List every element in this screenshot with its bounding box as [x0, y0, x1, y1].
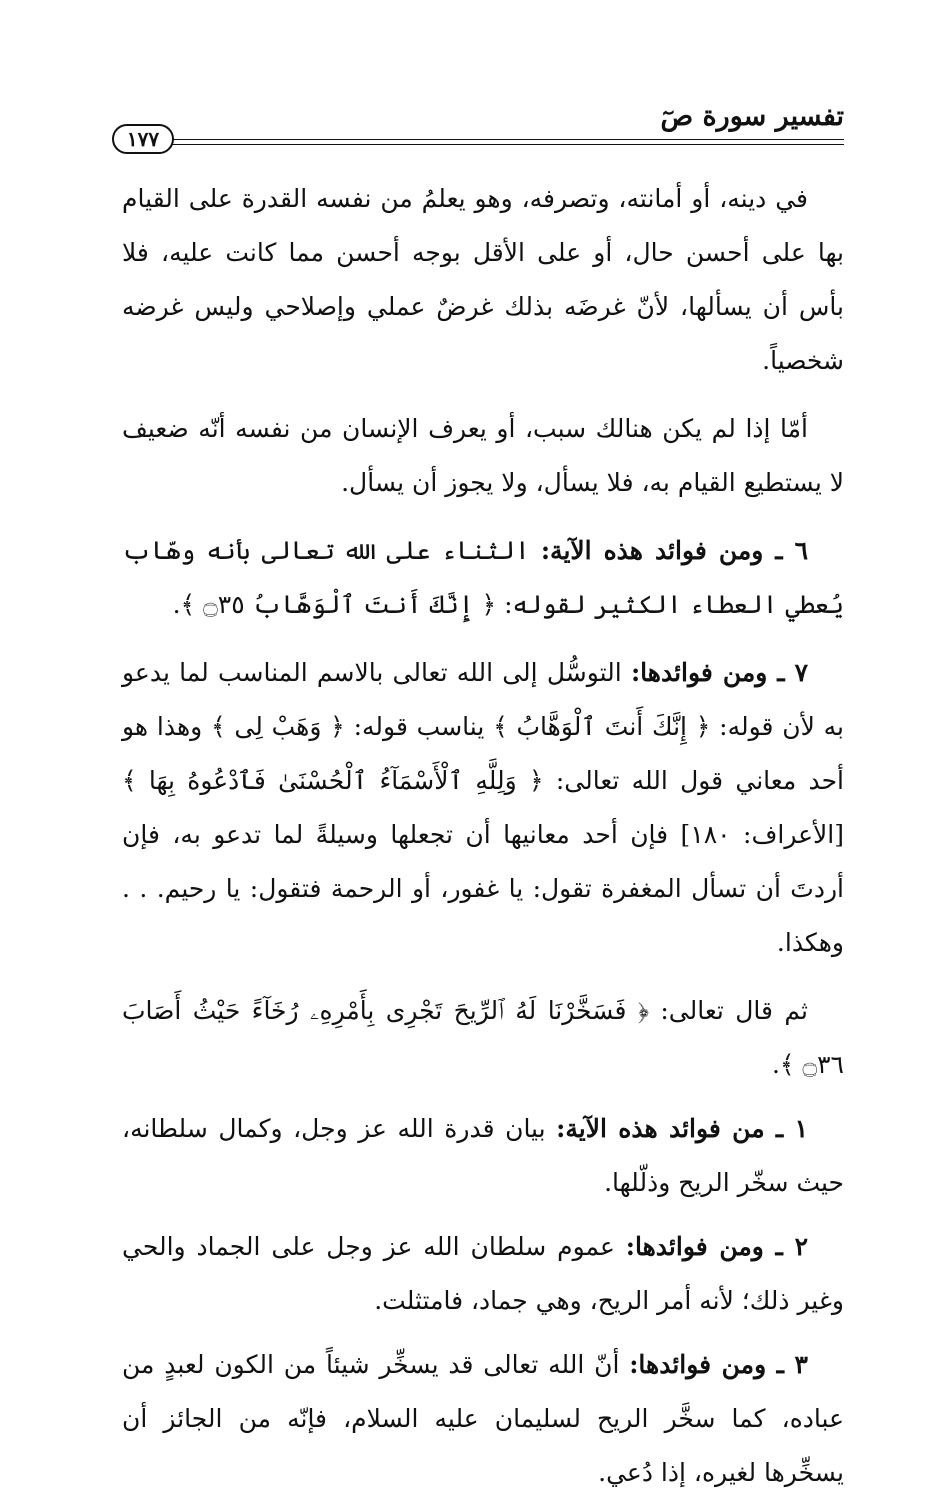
header-rule: [162, 139, 844, 140]
paragraph-lead: ٣ ـ ومن فوائدها:: [629, 1350, 808, 1379]
paragraph-lead: ٢ ـ ومن فوائدها:: [625, 1232, 808, 1261]
paragraph-5: ثم قال تعالى: ﴿ فَسَخَّرْنَا لَهُ ٱلرِّيحَ تَجْرِى بِأَمْرِهِۦ رُخَآءً حَيْثُ أَصَابَ ۝٣٦ ﴾.: [122, 996, 844, 1079]
header-rule-thin: [162, 144, 844, 145]
paragraph-8: ٣ ـ ومن فوائدها: أنّ الله تعالى قد يسخِّر شيئاً من الكون لعبدٍ من عباده، كما سخَّر الريح لسليمان عليه السلام، فإنّه من الجائز أن يسخِّرها لغيره، إذا دُعي.: [122, 1350, 844, 1487]
paragraph-3: ٦ ـ ومن فوائد هذه الآية: الثناء على الله تعالى بأنه وهّاب يُعطي العطاء الكثير لقوله: ﴿ إِنَّكَ أَنتَ ٱلْوَهَّابُ ۝٣٥ ﴾.: [122, 536, 844, 619]
paragraph-lead: ٧ ـ ومن فوائدها:: [630, 658, 808, 687]
paragraph-6: ١ ـ من فوائد هذه الآية: بيان قدرة الله عز وجل، وكمال سلطانه، حيث سخّر الريح وذلّلها.: [122, 1114, 844, 1197]
running-header: [112, 100, 844, 160]
paragraph-lead: ٦ ـ ومن فوائد هذه الآية:: [540, 536, 808, 565]
paragraph-lead: ١ ـ من فوائد هذه الآية:: [556, 1114, 808, 1143]
paragraph-4: ٧ ـ ومن فوائدها: التوسُّل إلى الله تعالى بالاسم المناسب لما يدعو به لأن قوله: ﴿ إِنَّكَ أَنتَ ٱلْوَهَّابُ ﴾ يناسب قوله: ﴿ وَهَبْ لِى ﴾ وهذا هو أحد معاني قول الله تعالى: ﴿ وَلِلَّهِ ٱلْأَسْمَآءُ ٱلْحُسْنَىٰ فَٱدْعُوهُ بِهَا ﴾ [الأعراف: ١٨٠] فإن أحد معانيها أن تجعلها وسيلةً لما تدعو به، فإن أردتَ أن تسأل المغفرة تقول: يا غفور، أو الرحمة فتقول: يا رحيم. . . وهكذا.: [122, 658, 844, 957]
header-title: تفسير سورة صٓ: [660, 101, 844, 132]
body-text: [122, 172, 844, 1510]
paragraph-2: أمّا إذا لم يكن هنالك سبب، أو يعرف الإنسان من نفسه أنّه ضعيف لا يستطيع القيام به، فلا يسأل، ولا يجوز أن يسأل.: [122, 414, 844, 497]
paragraph-1: في دينه، أو أمانته، وتصرفه، وهو يعلمُ من نفسه القدرة على القيام بها على أحسن حال، أو على الأقل بوجه أحسن مما كانت عليه، فلا بأس أن يسألها، لأنّ غرضَه بذلك غرضٌ عملي وإصلاحي وليس غرضه شخصياً.: [122, 184, 844, 375]
page-number: ١٧٧: [112, 124, 174, 154]
paragraph-7: ٢ ـ ومن فوائدها: عموم سلطان الله عز وجل على الجماد والحي وغير ذلك؛ لأنه أمر الريح، وهي جماد، فامتثلت.: [122, 1232, 844, 1315]
